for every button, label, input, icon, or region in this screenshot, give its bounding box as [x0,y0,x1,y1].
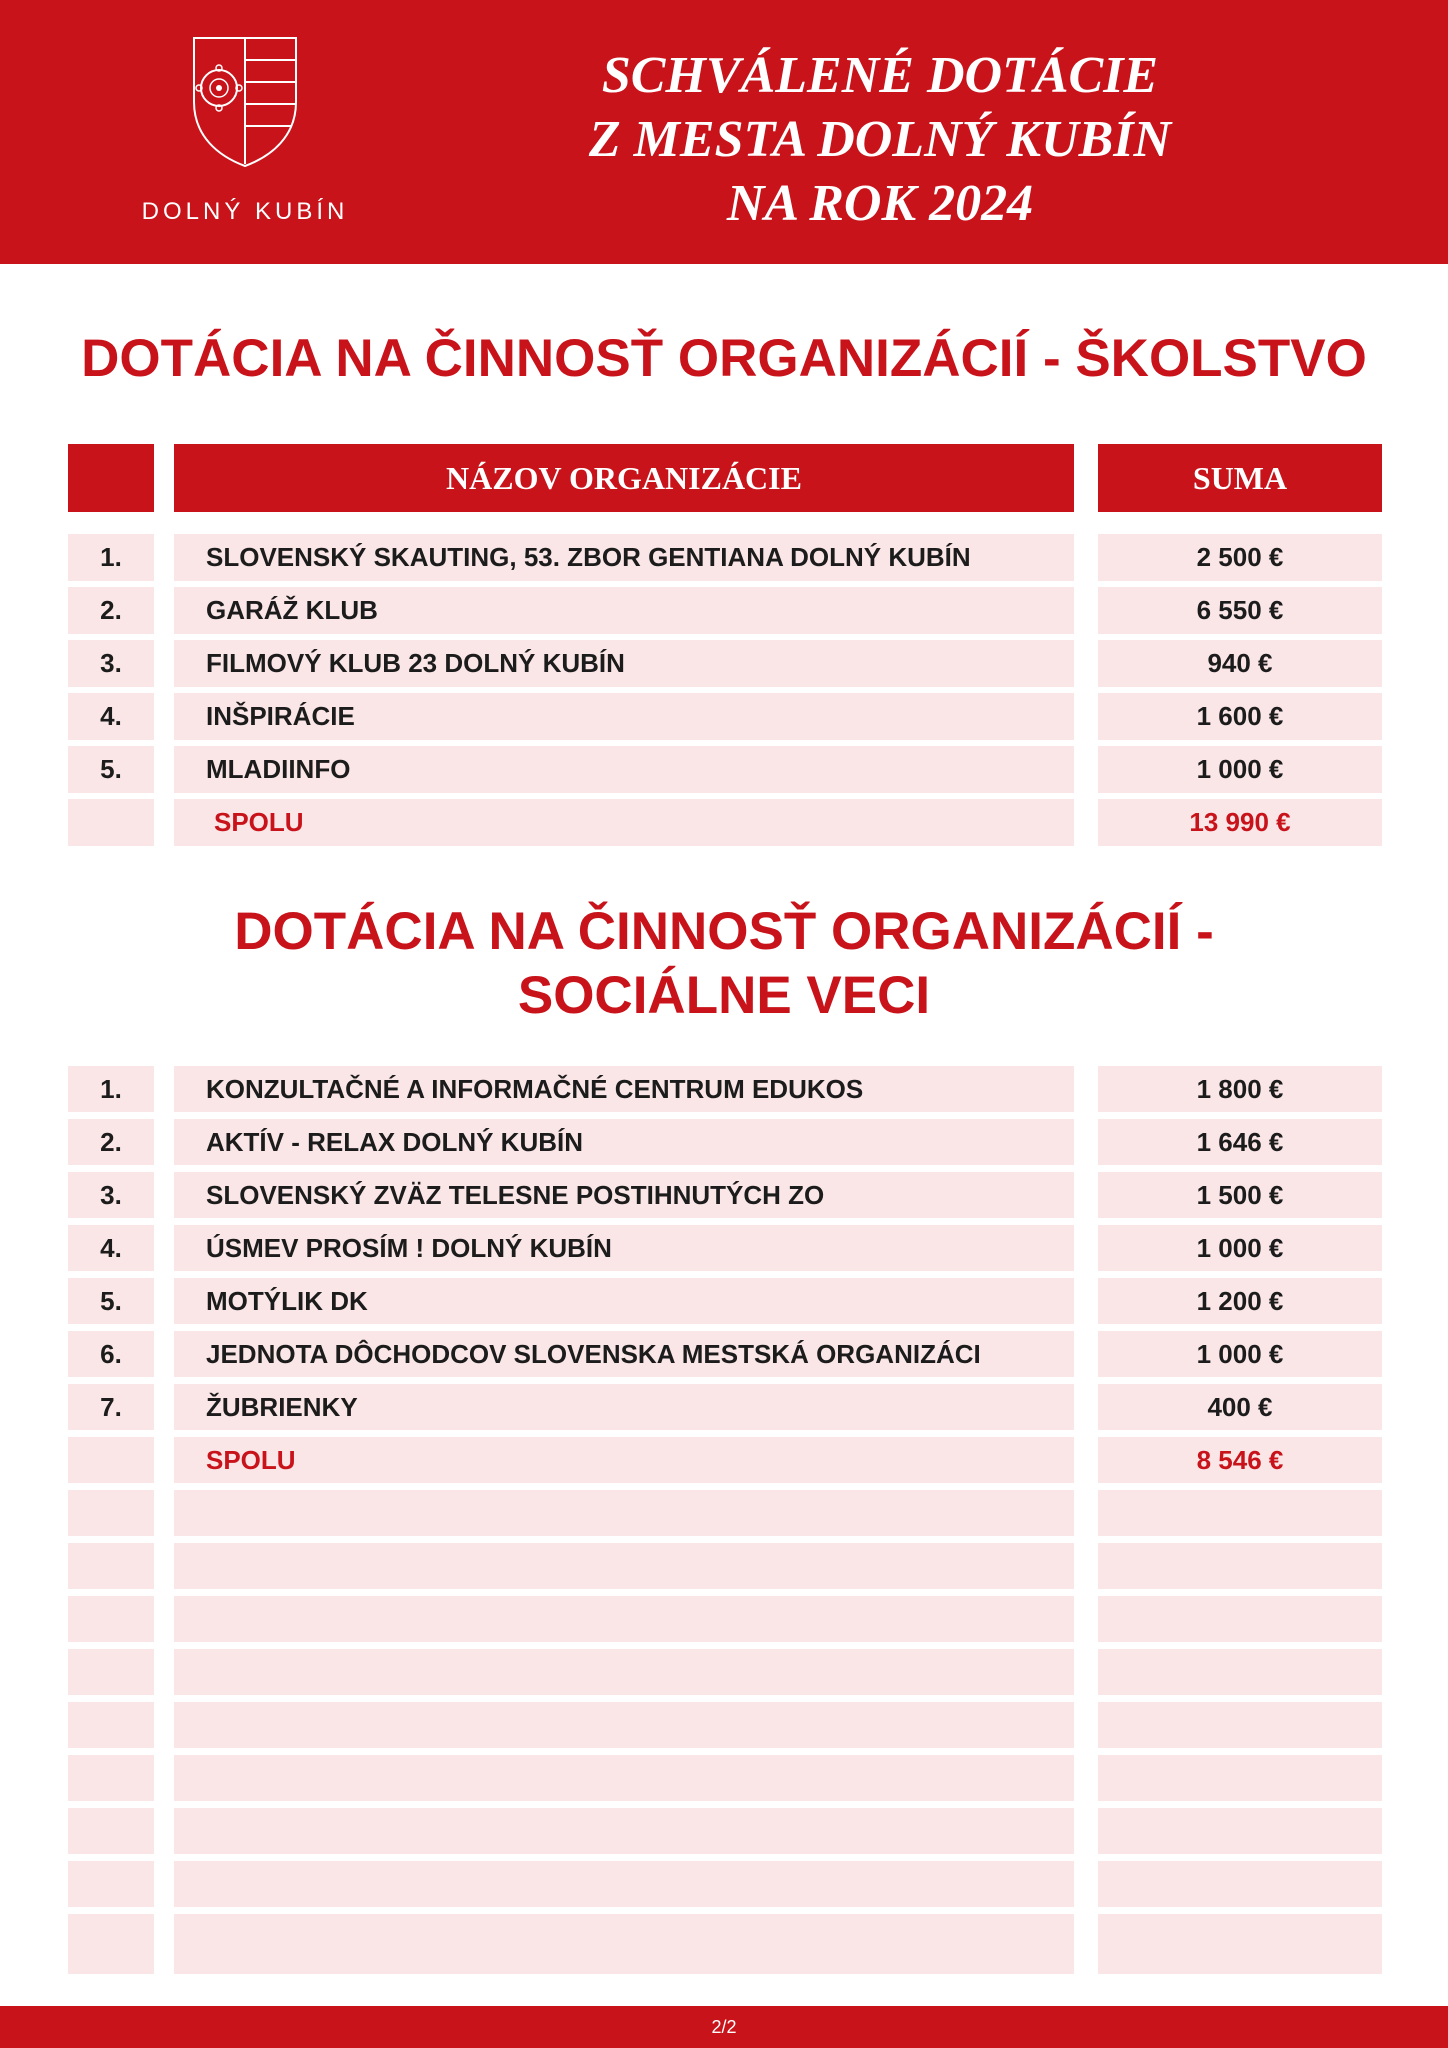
empty-cell [1098,1808,1382,1854]
footer-bar [0,2006,1448,2048]
empty-cell [68,1861,154,1907]
amount: 1 600 € [1098,693,1382,740]
empty-cell [68,1755,154,1801]
empty-cell [1098,1861,1382,1907]
empty-cell [1098,1914,1382,1974]
empty-cell [174,1702,1074,1748]
amount: 1 000 € [1098,746,1382,793]
column-header-sum: SUMA [1098,444,1382,512]
page-number: 2/2 [711,2017,737,2037]
title-line: Z MESTA DOLNÝ KUBÍN [588,111,1172,168]
row-number: 2. [68,1119,154,1165]
row-number: 5. [68,1278,154,1324]
empty-cell [174,1490,1074,1536]
section-title-line: SOCIÁLNE VECI [517,966,931,1025]
amount: 6 550 € [1098,587,1382,634]
total-label: SPOLU [174,1437,1074,1483]
section-title-socialne [0,900,1448,1028]
organization-name: MOTÝLIK DK [174,1278,1074,1324]
section-title-line: DOTÁCIA NA ČINNOSŤ ORGANIZÁCIÍ - [234,902,1214,961]
amount: 1 000 € [1098,1225,1382,1271]
empty-cell [68,1649,154,1695]
total-amount: 8 546 € [1098,1437,1382,1483]
row-number: 3. [68,640,154,687]
organization-name: MLADIINFO [174,746,1074,793]
row-number: 4. [68,693,154,740]
column-header-name: NÁZOV ORGANIZÁCIE [174,444,1074,512]
coat-of-arms-logo [180,30,310,172]
header-banner [0,0,1448,264]
row-number: 7. [68,1384,154,1430]
empty-cell [174,1914,1074,1974]
organization-name: ÚSMEV PROSÍM ! DOLNÝ KUBÍN [174,1225,1074,1271]
title-line: SCHVÁLENÉ DOTÁCIE [601,47,1159,104]
title-line: NA ROK 2024 [726,175,1034,232]
empty-cell [68,1808,154,1854]
empty-cell [1098,1490,1382,1536]
amount: 940 € [1098,640,1382,687]
logo-text: DOLNÝ KUBÍN [141,198,349,225]
page-title [560,44,1200,236]
empty-cell [1098,1596,1382,1642]
empty-cell [174,1596,1074,1642]
amount: 2 500 € [1098,534,1382,581]
total-amount: 13 990 € [1098,799,1382,846]
empty-cell [174,1861,1074,1907]
amount: 1 200 € [1098,1278,1382,1324]
organization-name: KONZULTAČNÉ A INFORMAČNÉ CENTRUM EDUKOS [174,1066,1074,1112]
amount: 400 € [1098,1384,1382,1430]
empty-cell [68,1914,154,1974]
empty-cell [68,1543,154,1589]
amount: 1 000 € [1098,1331,1382,1377]
empty-cell [68,1702,154,1748]
organization-name: AKTÍV - RELAX DOLNÝ KUBÍN [174,1119,1074,1165]
amount: 1 500 € [1098,1172,1382,1218]
row-number: 5. [68,746,154,793]
empty-cell [68,1596,154,1642]
total-label: SPOLU [174,799,1074,846]
section-title-skolstvo: DOTÁCIA NA ČINNOSŤ ORGANIZÁCIÍ - ŠKOLSTVO [81,329,1367,388]
empty-cell [68,1490,154,1536]
organization-name: GARÁŽ KLUB [174,587,1074,634]
empty-cell [1098,1543,1382,1589]
row-number: 6. [68,1331,154,1377]
header-cell-number [68,444,154,512]
empty-cell [1098,1702,1382,1748]
row-number: 1. [68,534,154,581]
row-number: 2. [68,587,154,634]
organization-name: FILMOVÝ KLUB 23 DOLNÝ KUBÍN [174,640,1074,687]
organization-name: ŽUBRIENKY [174,1384,1074,1430]
empty-cell [174,1755,1074,1801]
total-row-spacer [68,1437,154,1483]
total-row-spacer [68,799,154,846]
organization-name: INŠPIRÁCIE [174,693,1074,740]
row-number: 4. [68,1225,154,1271]
row-number: 3. [68,1172,154,1218]
organization-name: SLOVENSKÝ SKAUTING, 53. ZBOR GENTIANA DOLNÝ KUBÍN [174,534,1074,581]
empty-cell [1098,1649,1382,1695]
amount: 1 800 € [1098,1066,1382,1112]
empty-cell [174,1649,1074,1695]
empty-cell [174,1543,1074,1589]
empty-cell [1098,1755,1382,1801]
empty-cell [174,1808,1074,1854]
row-number: 1. [68,1066,154,1112]
organization-name: SLOVENSKÝ ZVÄZ TELESNE POSTIHNUTÝCH ZO [174,1172,1074,1218]
amount: 1 646 € [1098,1119,1382,1165]
organization-name: JEDNOTA DÔCHODCOV SLOVENSKA MESTSKÁ ORGANIZÁCI [174,1331,1074,1377]
